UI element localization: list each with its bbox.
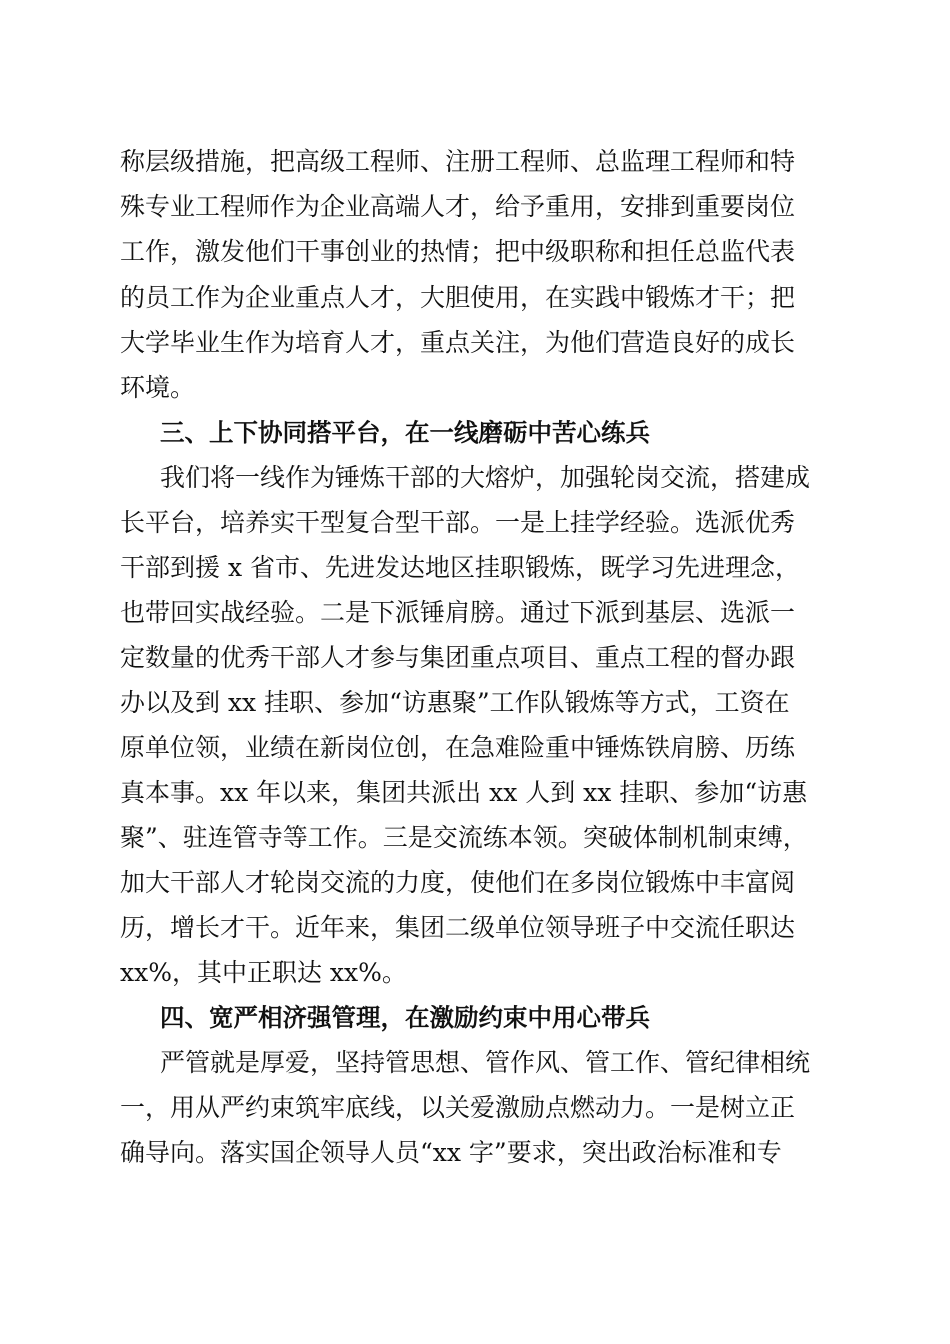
body-text-line: 环境。 xyxy=(120,373,196,402)
body-text-line: 大学毕业生作为培育人才，重点关注，为他们营造良好的成长 xyxy=(120,328,796,357)
section-heading-3: 三、上下协同搭平台，在一线磨砺中苦心练兵 xyxy=(160,418,650,447)
body-text-line: 我们将一线作为锤炼干部的大熔炉，加强轮岗交流，搭建成 xyxy=(160,463,811,492)
body-text-line: 聚”、驻连管寺等工作。三是交流练本领。突破体制机制束缚， xyxy=(120,823,808,852)
body-text-line: 的员工作为企业重点人才，大胆使用，在实践中锻炼才干；把 xyxy=(120,283,796,312)
body-text-line: 一，用从严约束筑牢底线，以关爱激励点燃动力。一是树立正 xyxy=(120,1093,796,1122)
body-text-line: 也带回实战经验。二是下派锤肩膀。通过下派到基层、选派一 xyxy=(120,598,796,627)
body-text-line: 干部到援 x 省市、先进发达地区挂职锻炼，既学习先进理念， xyxy=(120,553,800,582)
body-text-line: 加大干部人才轮岗交流的力度，使他们在多岗位锻炼中丰富阅 xyxy=(120,868,796,897)
body-text-line: 工作，激发他们干事创业的热情；把中级职称和担任总监代表 xyxy=(120,237,796,266)
body-text-line: 长平台，培养实干型复合型干部。一是上挂学经验。选派优秀 xyxy=(120,508,796,537)
section-heading-4: 四、宽严相济强管理，在激励约束中用心带兵 xyxy=(160,1003,650,1032)
body-text-line: 称层级措施，把高级工程师、注册工程师、总监理工程师和特 xyxy=(120,147,796,176)
body-text-line: 真本事。xx 年以来，集团共派出 xx 人到 xx 挂职、参加“访惠 xyxy=(120,778,808,807)
body-text-line: 历，增长才干。近年来，集团二级单位领导班子中交流任职达 xyxy=(120,913,796,942)
body-text-line: 严管就是厚爱，坚持管思想、管作风、管工作、管纪律相统 xyxy=(160,1048,811,1077)
body-text-line: 原单位领，业绩在新岗位创，在急难险重中锤炼铁肩膀、历练 xyxy=(120,733,796,762)
body-text-line: 定数量的优秀干部人才参与集团重点项目、重点工程的督办跟 xyxy=(120,643,796,672)
body-text-line: 确导向。落实国企领导人员“xx 字”要求，突出政治标准和专 xyxy=(120,1138,782,1167)
body-text-line: xx%，其中正职达 xx%。 xyxy=(120,958,407,987)
body-text-line: 办以及到 xx 挂职、参加“访惠聚”工作队锻炼等方式，工资在 xyxy=(120,688,790,717)
body-text-line: 殊专业工程师作为企业高端人才，给予重用，安排到重要岗位 xyxy=(120,192,796,221)
